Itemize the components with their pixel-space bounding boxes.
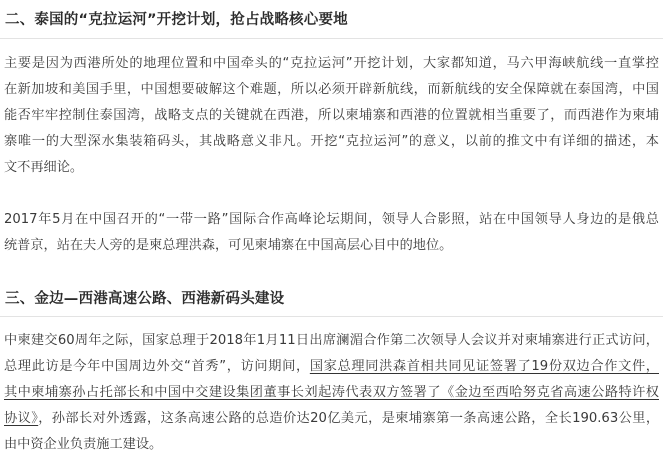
paragraph-line: 寨唯一的大型深水集装箱码头，其战略意义非凡。开挖“克拉运河”的意义，以前的推文中有详细的描述，本 xyxy=(4,134,659,149)
paragraph-line: 统普京，站在夫人旁的是柬总理洪森，可见柬埔寨在中国高层心目中的地位。 xyxy=(4,238,453,253)
paragraph-line xyxy=(4,380,659,406)
section-2-divider xyxy=(0,38,663,39)
section-2-paragraph-2 xyxy=(4,207,659,259)
section-3-paragraph xyxy=(4,328,659,458)
paragraph-line: 能否牢牢控制住泰国湾，战略支点的关键就在西港，所以柬埔寨和西港的位置就相当重要了，而西港作为柬埔 xyxy=(4,108,659,123)
underlined-text: 协议》 xyxy=(4,411,39,426)
paragraph-line: 主要是因为西港所处的地理位置和中国牵头的“克拉运河”开挖计划，大家都知道，马六甲海峡航线一直掌控 xyxy=(4,56,659,71)
section-3-divider xyxy=(0,316,663,317)
plain-text: 总理此访是今年中国周边外交“首秀”，访问期间， xyxy=(4,359,310,374)
paragraph-line xyxy=(4,406,659,432)
section-3-heading: 三、金边—西港高速公路、西港新码头建设 xyxy=(5,291,285,307)
paragraph-line xyxy=(4,354,659,380)
underlined-text: 国家总理同洪森首相共同见证签署了19份双边合作文件， xyxy=(309,359,659,374)
paragraph-line: 由中资企业负责施工建设。 xyxy=(4,437,163,452)
paragraph-line: 中柬建交60周年之际，国家总理于2018年1月11日出席澜湄合作第二次领导人会议并对柬埔寨进行正式访问， xyxy=(4,333,659,348)
section-2-heading: 二、泰国的“克拉运河”开挖计划，抢占战略核心要地 xyxy=(5,12,348,28)
plain-text: ，孙部长对外透露，这条高速公路的总造价达20亿美元，是柬埔寨第一条高速公路，全长190.63公里， xyxy=(38,411,659,426)
section-2-paragraph-1 xyxy=(4,51,659,181)
paragraph-line: 在新加坡和美国手里，中国想要破解这个难题，所以必须开辟新航线，而新航线的安全保障就在泰国湾，中国 xyxy=(4,82,659,97)
paragraph-line: 文不再细论。 xyxy=(4,160,84,175)
underlined-text: 其中柬埔寨孙占托部长和中国中交建设集团董事长刘起涛代表双方签署了《金边至西哈努克省高速公路特许权 xyxy=(4,385,659,400)
paragraph-line: 2017年5月在中国召开的“一带一路”国际合作高峰论坛期间，领导人合影照，站在中国领导人身边的是俄总 xyxy=(4,212,659,227)
